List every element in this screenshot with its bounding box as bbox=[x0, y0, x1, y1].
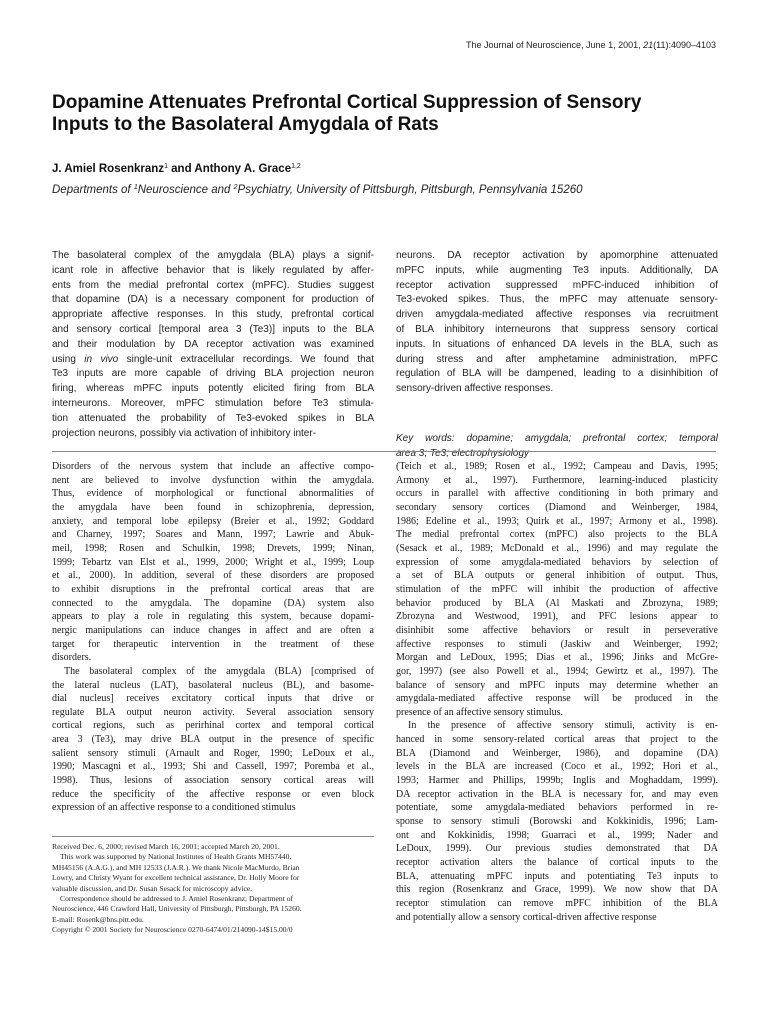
abstract-line: firing, whereas mPFC inputs potently elicited firing from BLA bbox=[52, 383, 374, 395]
footnote-line: MH45156 (A.A.G.), and MH 12533 (J.A.R.). We thank Nicole MacMurdo, Brian bbox=[52, 862, 300, 872]
body-line: presence of an affective sensory stimulus. bbox=[396, 706, 563, 718]
body-line: 1990; Mascagni et al., 1993; Shi and Cassell, 1997; Poremba et al., bbox=[52, 761, 374, 773]
body-line: cortical regions, such as perirhinal cortex and temporal cortical bbox=[52, 720, 374, 732]
body-line: reduce the specificity of the affective response or even block bbox=[52, 788, 374, 800]
title-line-2: Inputs to the Basolateral Amygdala of Rats bbox=[52, 114, 439, 135]
body-line: behavior produced by BLA (Al Maskati and Zbrozyna, 1989; bbox=[396, 597, 718, 609]
abstract-line: icant role in affective behavior that is likely regulated by affer- bbox=[52, 264, 374, 276]
body-line: ont and Kokkinidis, 1998; Guarraci et al., 1999; Nader and bbox=[396, 829, 718, 841]
title-line-1: Dopamine Attenuates Prefrontal Cortical Suppression of Sensory bbox=[52, 92, 642, 113]
body-line: to exhibit disruptions in the prefrontal cortical areas that are bbox=[52, 583, 374, 595]
affil-dept: Psychiatry, University of Pittsburgh, Pittsburgh, Pennsylvania 15260 bbox=[237, 184, 583, 196]
footnote-line: Copyright © 2001 Society for Neuroscience 0270-6474/01/214090-14$15.00/0 bbox=[52, 925, 293, 935]
body-line: levels in the BLA are increased (Coco et al., 1992; Hori et al., bbox=[396, 761, 718, 773]
footnote-line: Correspondence should be addressed to J. Amiel Rosenkranz, Department of bbox=[60, 894, 294, 904]
body-line: salient sensory stimuli (Arnault and Roger, 1990; LeDoux et al., bbox=[52, 747, 374, 759]
abstract-line: sensory-driven affective responses. bbox=[396, 383, 554, 395]
author-name: J. Amiel Rosenkranz bbox=[52, 163, 165, 175]
body-line: (Sesack et al., 1989; McDonald et al., 1996) and may regulate the bbox=[396, 542, 718, 554]
body-line: balance of sensory and mPFC inputs may determine whether an bbox=[396, 679, 718, 691]
author-list bbox=[52, 163, 301, 175]
abstract-line: and sensory cortical [temporal area 3 (Te3)] inputs to the BLA bbox=[52, 323, 374, 335]
body-line: disinhibit some affective behaviors or result in perseverative bbox=[396, 624, 718, 636]
body-line: receptor stimulation can remove mPFC inhibition of the BLA bbox=[396, 898, 718, 909]
body-line: the lateral nucleus (LAT), basolateral nucleus (BL), and basome- bbox=[52, 679, 374, 691]
body-line: occurs in parallel with affective conditioning in both primary and bbox=[396, 488, 718, 500]
abstract-line: appropriate affective responses. In this study, prefrontal cortical bbox=[52, 309, 374, 321]
body-line: this region (Rosenkranz and Grace, 1999). We now show that DA bbox=[396, 884, 718, 896]
body-left-column bbox=[52, 460, 374, 815]
body-line: dial nucleus] receives excitatory cortical inputs that drive or bbox=[52, 693, 374, 705]
body-line: 1998). Thus, lesions of association sensory cortical areas will bbox=[52, 775, 374, 787]
body-line: gor, 1997) (see also Powell et al., 1994; Gewirtz et al., 1997). The bbox=[396, 665, 718, 677]
affil-marker: 1 bbox=[133, 184, 138, 191]
body-line: anxiety, and temporal lobe epilepsy (Breier et al., 1992; Goddard bbox=[52, 515, 374, 527]
body-line: Zbrozyna and Westwood, 1991), and PFC lesions appear to bbox=[396, 611, 718, 623]
footnote-line: This work was supported by National Institutes of Health Grants MH57440, bbox=[60, 852, 292, 862]
abstract-line: The basolateral complex of the amygdala (BLA) plays a signif- bbox=[52, 250, 374, 261]
abstract-line: tion attenuated the probability of Te3-evoked spikes in BLA bbox=[52, 412, 374, 424]
keywords-line: Key words: dopamine; amygdala; prefrontal cortex; temporal bbox=[396, 433, 718, 444]
author-affil-marker: 1,2 bbox=[291, 163, 301, 170]
footnotes bbox=[52, 842, 374, 936]
body-line: 1993; Harmer and Phillips, 1999b; Inglis and Moghaddam, 1999). bbox=[396, 775, 718, 787]
body-line: regulate BLA output neuron activity. Several association sensory bbox=[52, 706, 374, 718]
affiliation bbox=[52, 184, 722, 196]
body-line: hanced in some sensory-related cortical areas that project to the bbox=[396, 734, 718, 746]
body-line: Thus, evidence of morphological or functional abnormalities of bbox=[52, 488, 374, 500]
journal-citation: The Journal of Neuroscience, June 1, 2001, 21(11):4090–4103 bbox=[465, 40, 716, 50]
abstract-line: using in vivo single-unit extracellular recordings. We found that bbox=[52, 353, 375, 365]
body-line: potentiate, some amygdala-mediated behaviors performed in re- bbox=[396, 802, 718, 814]
body-line: secondary sensory cortices (Diamond and Weinberger, 1984, bbox=[396, 501, 718, 513]
body-line: 1986; Edeline et al., 1993; Quirk et al., 1997; Armony et al., 1998). bbox=[396, 515, 718, 527]
abstract-left-column bbox=[52, 249, 374, 441]
author-name: Anthony A. Grace bbox=[194, 163, 292, 175]
body-line: nent are believed to involve dysfunction within the amygdala. bbox=[52, 474, 374, 486]
abstract-line: Te3 inputs are more capable of driving BLA projection neuron bbox=[52, 368, 374, 380]
body-line: amygdala-mediated affective response will be produced in the bbox=[396, 693, 718, 705]
body-line: In the presence of affective sensory stimuli, activity is en- bbox=[408, 720, 718, 732]
abstract-line: Te3-evoked spikes. Thus, the mPFC may attenuate sensory- bbox=[396, 294, 718, 306]
abstract-line: regulation of BLA will be dampened, leading to a disinhibition of bbox=[396, 368, 718, 380]
footnote-line: Neuroscience, 446 Crawford Hall, University of Pittsburgh, Pittsburgh, PA 15260. bbox=[52, 904, 302, 914]
body-line: expression of an affective response to a conditioned stimulus bbox=[52, 802, 296, 814]
affil-prefix: Departments of bbox=[52, 184, 134, 196]
body-line: disorders. bbox=[52, 652, 92, 664]
footnote-line: valuable discussion, and Dr. Susan Sesack for microscopy advice. bbox=[52, 883, 253, 893]
body-line: and Charney, 1997; Soares and Mann, 1997; Lawrie and Abuk- bbox=[52, 529, 374, 541]
volume-number: 21 bbox=[643, 40, 654, 50]
body-line: The medial prefrontal cortex (mPFC) also projects to the BLA bbox=[396, 529, 718, 541]
paper-title bbox=[52, 92, 722, 136]
body-line: the amygdala have been found in schizophrenia, depression, bbox=[52, 501, 374, 513]
section-divider bbox=[52, 451, 716, 452]
body-line: stimulation of the mPFC will inhibit the production of affective bbox=[396, 583, 718, 595]
body-line: The basolateral complex of the amygdala (BLA) [comprised of bbox=[64, 665, 374, 677]
author-affil-marker: 1 bbox=[164, 163, 168, 170]
author-conjunction: and bbox=[167, 163, 195, 175]
body-line: a set of BLA outputs or general inhibition of output. Thus, bbox=[396, 570, 718, 582]
body-line: et al., 2000). In addition, several of these disorders are proposed bbox=[52, 570, 374, 582]
footnote-line: E-mail: Rosenk@bns.pitt.edu. bbox=[52, 914, 144, 924]
abstract-line: driven amygdala-mediated affective responses via recruitment bbox=[396, 309, 718, 321]
body-line: expression of some amygdala-mediated behaviors by selection of bbox=[396, 556, 718, 568]
body-right-column bbox=[396, 460, 718, 924]
abstract-line: interneurons. Moreover, mPFC stimulation before Te3 stimula- bbox=[52, 397, 374, 409]
abstract-line: mPFC inputs, while augmenting Te3 inputs. Additionally, DA bbox=[396, 264, 718, 276]
body-line: Morgan and LeDoux, 1995; Dias et al., 1996; Jinks and McGre- bbox=[396, 652, 718, 664]
affil-marker: 2 bbox=[233, 184, 238, 191]
body-line: nergic manipulations can induce changes in affect and are often a bbox=[52, 624, 374, 636]
body-line: BLA, attenuating mPFC inputs and potentiating Te3 inputs to bbox=[396, 870, 718, 882]
body-line: 1999; Tebartz van Elst et al., 1999, 2000; Wright et al., 1999; Loup bbox=[52, 556, 374, 568]
body-line: target for therapeutic intervention in the treatment of these bbox=[52, 638, 374, 650]
abstract-line: and their modulation by DA receptor activation was examined bbox=[52, 338, 374, 350]
body-line: BLA (Diamond and Weinberger, 1986), and dopamine (DA) bbox=[396, 747, 718, 759]
affil-dept: Neuroscience and bbox=[137, 184, 234, 196]
body-line: area 3 (Te3), may drive BLA output in the presence of specific bbox=[52, 734, 374, 746]
footnote-line: Received Dec. 6, 2000; revised March 16, 2001; accepted March 20, 2001. bbox=[52, 842, 280, 851]
footnote-line: Lowry, and Christy Wyant for excellent technical assistance, Dr. Holly Moore for bbox=[52, 873, 300, 883]
body-line: (Teich et al., 1989; Rosen et al., 1992; Campeau and Davis, 1995; bbox=[396, 461, 718, 472]
body-line: appears to play a role in regulating this system, because dopami- bbox=[52, 611, 374, 623]
body-line: Disorders of the nervous system that include an affective compo- bbox=[52, 461, 374, 472]
keywords-line: area 3; Te3; electrophysiology bbox=[396, 447, 530, 459]
abstract-right-column bbox=[396, 249, 718, 397]
abstract-line: inputs. In situations of enhanced DA levels in the BLA, such as bbox=[396, 338, 718, 350]
body-line: DA receptor activation in the BLA is necessary for, and may even bbox=[396, 788, 718, 800]
abstract-line: projection neurons, possibly via activation of inhibitory inter- bbox=[52, 427, 317, 439]
abstract-line: of BLA inhibitory interneurons that suppress sensory cortical bbox=[396, 323, 718, 335]
keywords bbox=[396, 432, 718, 462]
abstract-line: that dopamine (DA) is a necessary component for production of bbox=[52, 294, 374, 306]
body-line: receptor activation alters the balance of cortical inputs to the bbox=[396, 857, 718, 869]
footnote-divider bbox=[52, 836, 374, 837]
body-line: connected to the amygdala. The dopamine (DA) system also bbox=[52, 597, 374, 609]
body-line: and potentially allow a sensory cortical-driven affective response bbox=[396, 911, 657, 923]
body-line: meil, 1998; Rosen and Schulkin, 1998; Drevets, 1999; Ninan, bbox=[52, 542, 374, 554]
body-line: LeDoux, 1999). Our previous studies demonstrated that DA bbox=[396, 843, 718, 855]
abstract-line: neurons. DA receptor activation by apomorphine attenuated bbox=[396, 250, 718, 261]
body-line: Armony et al., 1997). Furthermore, learning-induced plasticity bbox=[396, 474, 718, 486]
abstract-line: ents from the medial prefrontal cortex (mPFC). Studies suggest bbox=[52, 279, 374, 291]
body-line: affective responses to stimuli (Jaskiw and Weinberger, 1992; bbox=[396, 638, 718, 650]
abstract-line: receptor activation suppressed mPFC-induced inhibition of bbox=[396, 279, 718, 291]
body-line: sponse to sensory stimuli (Borowski and Kokkinidis, 1996; Lam- bbox=[396, 816, 718, 828]
italic-term: in vivo bbox=[84, 353, 119, 365]
abstract-line: during stress and after amphetamine administration, mPFC bbox=[396, 353, 718, 365]
